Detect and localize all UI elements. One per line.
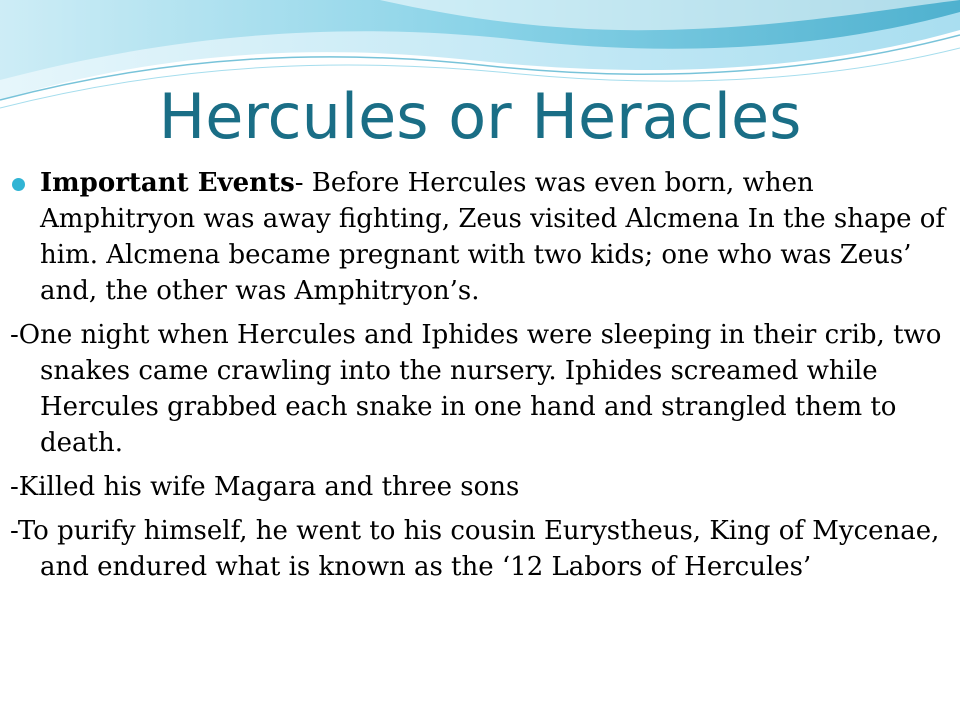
bullet-dot-icon: [12, 178, 25, 191]
paragraph-snakes: -One night when Hercules and Iphides were sleeping in their crib, two snakes came crawling into the nursery. Iphides screamed while Hercules grabbed each snake in one hand and strangled them to death.: [10, 320, 942, 458]
paragraph-twelve-labors: -To purify himself, he went to his cousin Eurystheus, King of Mycenae, and endured what is known as the ‘12 Labors of Hercules’: [10, 516, 940, 582]
paragraph-killed-family: -Killed his wife Magara and three sons: [10, 472, 520, 502]
slide-title: Hercules or Heracles: [158, 80, 802, 153]
slide-body: [10, 165, 946, 593]
bullet-heading: Important Events: [40, 168, 295, 198]
bullet-text: - Before Hercules was even born, when Amphitryon was away fighting, Zeus visited Alcmena In the shape of him. Alcmena became pregnant with two kids; one who was Zeus’ and, the other was Amphitryon’s.: [40, 168, 946, 306]
bullet-item-important-events: [10, 165, 946, 309]
